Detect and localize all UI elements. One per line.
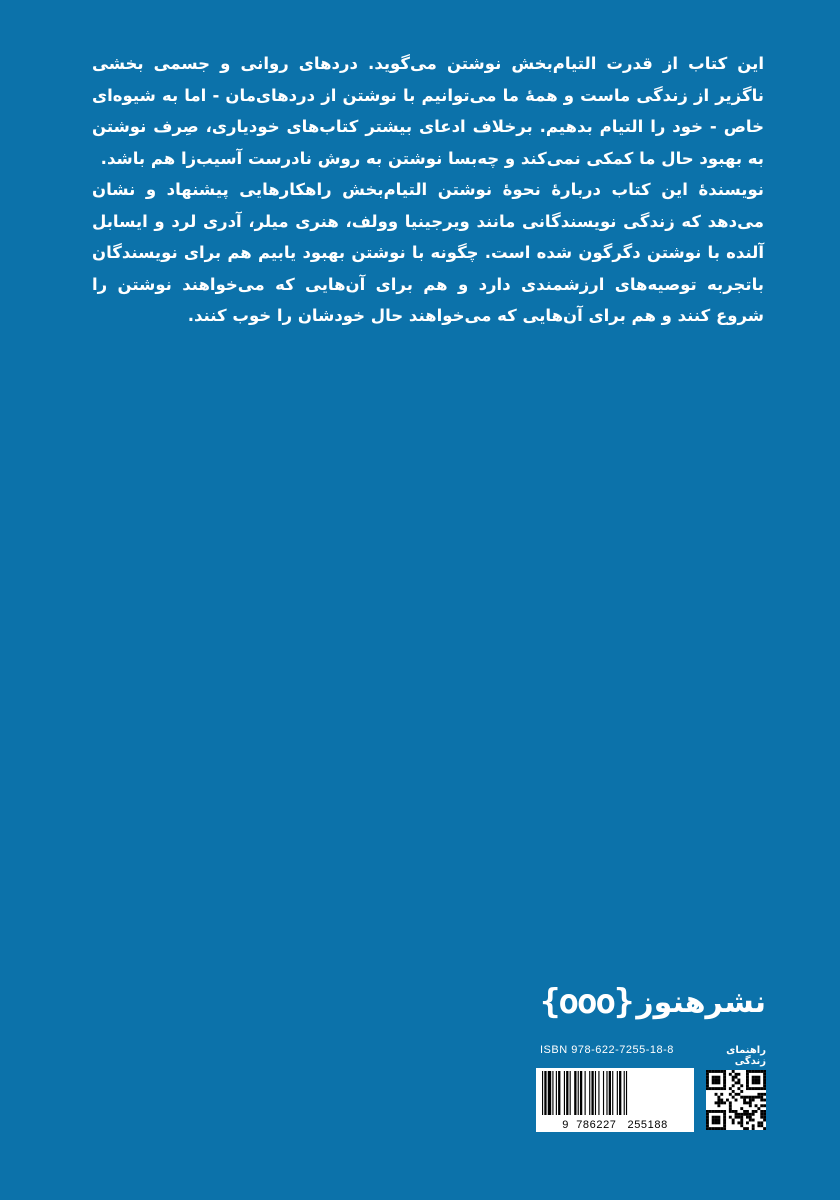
- barcode-bars: [536, 1071, 694, 1117]
- blurb-paragraph-1: این کتاب از قدرت التیام‌بخش نوشتن می‌گوید. دردهای روانی و جسمی بخشی ناگزیر از زندگی ماست و همهٔ ما می‌توانیم با نوشتن از دردهای‌مان - اما به شیوه‌ای خاص - خود را التیام بدهیم. برخلاف ادعای بیشتر کتاب‌های خودیاری، صِرف نوشتن به بهبود حال ما کمکی نمی‌کند و چه‌بسا نوشتن به روش نادرست آسیب‌زا هم باشد.: [92, 54, 764, 168]
- back-cover-blurb: [92, 48, 764, 332]
- series-label: راهنمای زندگی: [726, 1045, 766, 1067]
- publisher-logo-mark: {ooo}: [540, 982, 633, 1022]
- isbn-text: ISBN 978-622-7255-18-8: [540, 1044, 674, 1056]
- barcode-number: 9 786227 255188: [562, 1119, 668, 1131]
- barcode: [536, 1068, 694, 1132]
- qr-code: [706, 1070, 766, 1130]
- blurb-paragraph-2: نویسندهٔ این کتاب دربارهٔ نحوهٔ نوشتن التیام‌بخش راهکارهایی پیشنهاد و نشان می‌دهد که زندگی نویسندگانی مانند ویرجینیا وولف، هنری میلر، آدری لرد و ایسابل آلنده با نوشتن دگرگون شده است. چگونه با نوشتن بهبود یابیم هم برای نویسندگان باتجربه توصیه‌های ارزشمندی دارد و هم برای آن‌هایی که می‌خواهند نوشتن را شروع کنند و هم برای آن‌هایی که می‌خواهند حال خودشان را خوب کنند.: [92, 180, 764, 325]
- publisher-logo: [536, 972, 766, 1032]
- qr-code-image: [706, 1070, 766, 1130]
- publisher-name: نشرهنوز: [636, 984, 766, 1020]
